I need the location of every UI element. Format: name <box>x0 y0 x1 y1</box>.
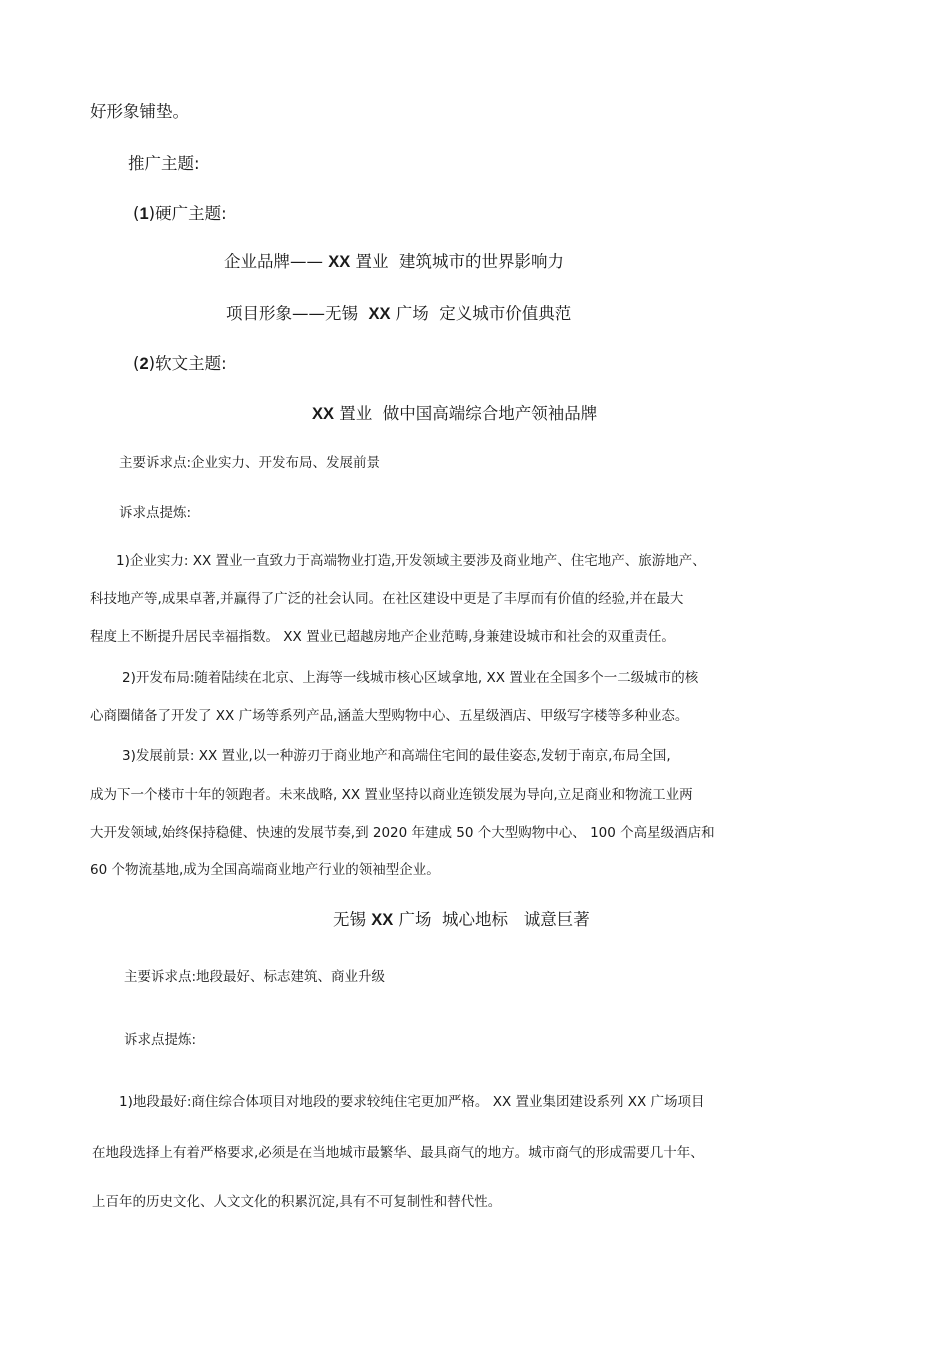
promo-heading: 推广主题: <box>128 154 200 173</box>
hard-ad-label: 硬广主题: <box>155 204 227 223</box>
section1-title: XX 置业 做中国高端综合地产领袖品牌 <box>312 404 598 423</box>
section1-p3-line2: 成为下一个楼市十年的领跑者。未来战略, XX 置业坚持以商业连锁发展为导向,立足商业和物流工业两 <box>90 787 693 803</box>
section1-p1-line1: 1)企业实力: XX 置业一直致力于高端物业打造,开发领域主要涉及商业地产、住宅地产、旅游地产、 <box>116 553 706 569</box>
section2-p1-line1: 1)地段最好:商住综合体项目对地段的要求较纯住宅更加严格。 XX 置业集团建设系列 XX 广场项目 <box>119 1094 705 1110</box>
section2-p1-line3: 上百年的历史文化、人文文化的积累沉淀,具有不可复制性和替代性。 <box>92 1194 502 1210</box>
section1-p1-line3: 程度上不断提升居民幸福指数。 XX 置业已超越房地产企业范畴,身兼建设城市和社会的双重责任。 <box>90 629 675 645</box>
section1-p3-line3: 大开发领域,始终保持稳健、快速的发展节奏,到 2020 年建成 50 个大型购物中心、 100 个高星级酒店和 <box>90 825 715 841</box>
section1-p3-line4: 60 个物流基地,成为全国高端商业地产行业的领袖型企业。 <box>90 862 440 878</box>
soft-ad-number: 2 <box>139 355 149 373</box>
section2-appeal: 主要诉求点:地段最好、标志建筑、商业升级 <box>124 969 386 985</box>
brand-line: 企业品牌—— XX 置业 建筑城市的世界影响力 <box>224 252 565 271</box>
project-image-line: 项目形象——无锡 XX 广场 定义城市价值典范 <box>226 304 572 323</box>
intro-line: 好形象铺垫。 <box>90 102 189 121</box>
hard-ad-heading: (1)硬广主题: <box>133 204 227 223</box>
hard-ad-number: 1 <box>139 205 149 223</box>
section2-p1-line2: 在地段选择上有着严格要求,必须是在当地城市最繁华、最具商气的地方。城市商气的形成需要几十年、 <box>92 1145 704 1161</box>
section2-title: 无锡 XX 广场 城心地标 诚意巨著 <box>333 910 590 929</box>
section1-p2-line2: 心商圈储备了开发了 XX 广场等系列产品,涵盖大型购物中心、五星级酒店、甲级写字楼等多种业态。 <box>90 708 689 724</box>
section1-p3-line1: 3)发展前景: XX 置业,以一种游刃于商业地产和高端住宅间的最佳姿态,发轫于南京,布局全国, <box>122 748 671 764</box>
soft-ad-heading: (2)软文主题: <box>133 354 227 373</box>
section1-p2-line1: 2)开发布局:随着陆续在北京、上海等一线城市核心区域拿地, XX 置业在全国多个一二级城市的核 <box>122 670 699 686</box>
soft-ad-label: 软文主题: <box>155 354 227 373</box>
section1-p1-line2: 科技地产等,成果卓著,并赢得了广泛的社会认同。在社区建设中更是了丰厚而有价值的经验,并在最大 <box>90 591 684 607</box>
section1-refine: 诉求点提炼: <box>119 505 192 521</box>
section1-appeal: 主要诉求点:企业实力、开发布局、发展前景 <box>119 455 381 471</box>
section2-refine: 诉求点提炼: <box>124 1032 197 1048</box>
